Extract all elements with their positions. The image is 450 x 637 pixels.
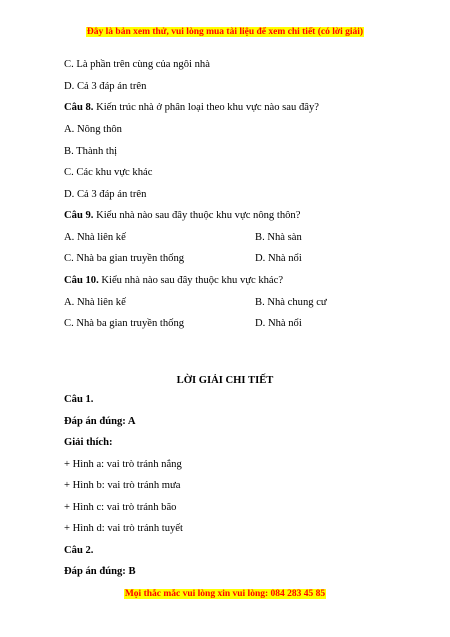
solution-2-label: Câu 2. bbox=[64, 545, 94, 556]
question-10 bbox=[64, 274, 283, 287]
preview-notice-text: Đây là bản xem thử, vui lòng mua tài liệu để xem chi tiết (có lời giải) bbox=[86, 27, 364, 37]
preview-notice-banner bbox=[0, 26, 450, 38]
solution-1-label: Câu 1. bbox=[64, 394, 94, 405]
solution-1-item: + Hình b: vai trò tránh mưa bbox=[64, 480, 181, 491]
q8-option-a: A. Nông thôn bbox=[64, 124, 122, 135]
q7-option-c: C. Là phần trên cùng của ngôi nhà bbox=[64, 59, 210, 70]
q7-option-d: D. Cả 3 đáp án trên bbox=[64, 81, 147, 92]
solution-1-explain-label: Giải thích: bbox=[64, 437, 113, 448]
question-10-number: Câu 10. bbox=[64, 275, 99, 286]
contact-banner bbox=[0, 588, 450, 600]
solutions-heading: LỜI GIẢI CHI TIẾT bbox=[176, 375, 274, 386]
contact-text: Mọi thắc mắc vui lòng xin vui lòng: 084 283 45 85 bbox=[124, 589, 326, 599]
q9-option-d: D. Nhà nổi bbox=[255, 253, 302, 264]
question-8-number: Câu 8. bbox=[64, 102, 94, 113]
q10-option-a: A. Nhà liên kế bbox=[64, 297, 126, 308]
solution-1-item: + Hình a: vai trò tránh nắng bbox=[64, 459, 182, 470]
question-10-text: Kiểu nhà nào sau đây thuộc khu vực khác? bbox=[98, 275, 284, 286]
q9-option-a: A. Nhà liên kế bbox=[64, 232, 126, 243]
q9-option-b: B. Nhà sàn bbox=[255, 232, 302, 243]
solution-1-answer: Đáp án đúng: A bbox=[64, 416, 136, 427]
question-9 bbox=[64, 209, 300, 222]
solution-2-answer: Đáp án đúng: B bbox=[64, 566, 136, 577]
solution-1-item: + Hình c: vai trò tránh bão bbox=[64, 502, 177, 513]
q8-option-c: C. Các khu vực khác bbox=[64, 167, 153, 178]
q10-option-c: C. Nhà ba gian truyền thống bbox=[64, 318, 185, 329]
q8-option-d: D. Cả 3 đáp án trên bbox=[64, 189, 147, 200]
question-9-number: Câu 9. bbox=[64, 210, 94, 221]
question-9-text: Kiểu nhà nào sau đây thuộc khu vực nông thôn? bbox=[93, 210, 301, 221]
q10-option-d: D. Nhà nổi bbox=[255, 318, 302, 329]
q10-option-b: B. Nhà chung cư bbox=[255, 297, 327, 308]
question-8 bbox=[64, 101, 319, 114]
solution-1-item: + Hình d: vai trò tránh tuyết bbox=[64, 523, 183, 534]
q9-option-c: C. Nhà ba gian truyền thống bbox=[64, 253, 185, 264]
question-8-text: Kiến trúc nhà ở phân loại theo khu vực nào sau đây? bbox=[93, 102, 319, 113]
q8-option-b: B. Thành thị bbox=[64, 146, 118, 157]
